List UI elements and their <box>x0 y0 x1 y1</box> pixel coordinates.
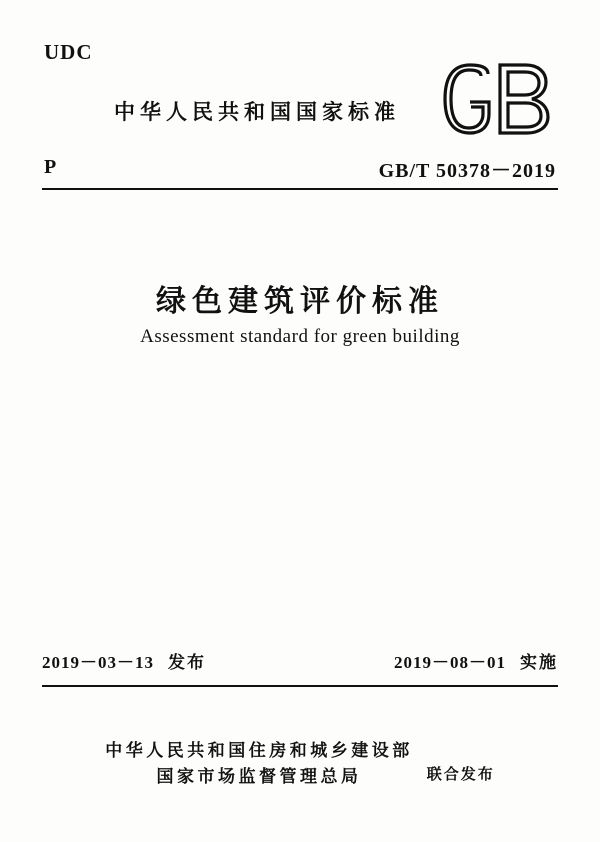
issuer-line-1: 中华人民共和国住房和城乡建设部 <box>105 741 413 760</box>
national-standard-heading: 中华人民共和国国家标准 <box>114 101 400 124</box>
issue-date: 2019－03－13 <box>42 653 154 672</box>
implementation-date-group <box>394 648 558 673</box>
divider-bottom <box>42 685 558 687</box>
implementation-label: 实施 <box>520 653 558 672</box>
issue-label: 发布 <box>168 653 206 672</box>
implementation-date: 2019－08－01 <box>394 653 506 672</box>
issuer-line-2: 国家市场监督管理总局 <box>156 767 362 787</box>
document-title-zh: 绿色建筑评价标准 <box>156 285 444 318</box>
gb-logo-icon <box>440 62 552 136</box>
date-row <box>42 648 558 673</box>
issue-date-group <box>42 648 206 673</box>
issuer-names <box>105 738 413 791</box>
cover-content <box>42 28 558 814</box>
classification-mark: P <box>44 156 57 178</box>
standard-number: GB/T 50378－2019 <box>378 160 556 182</box>
udc-label: UDC <box>44 40 93 64</box>
document-title-en: Assessment standard for green building <box>140 326 460 347</box>
issuer-block <box>42 738 558 791</box>
joint-release-label: 联合发布 <box>426 765 495 783</box>
divider-top <box>42 188 558 190</box>
